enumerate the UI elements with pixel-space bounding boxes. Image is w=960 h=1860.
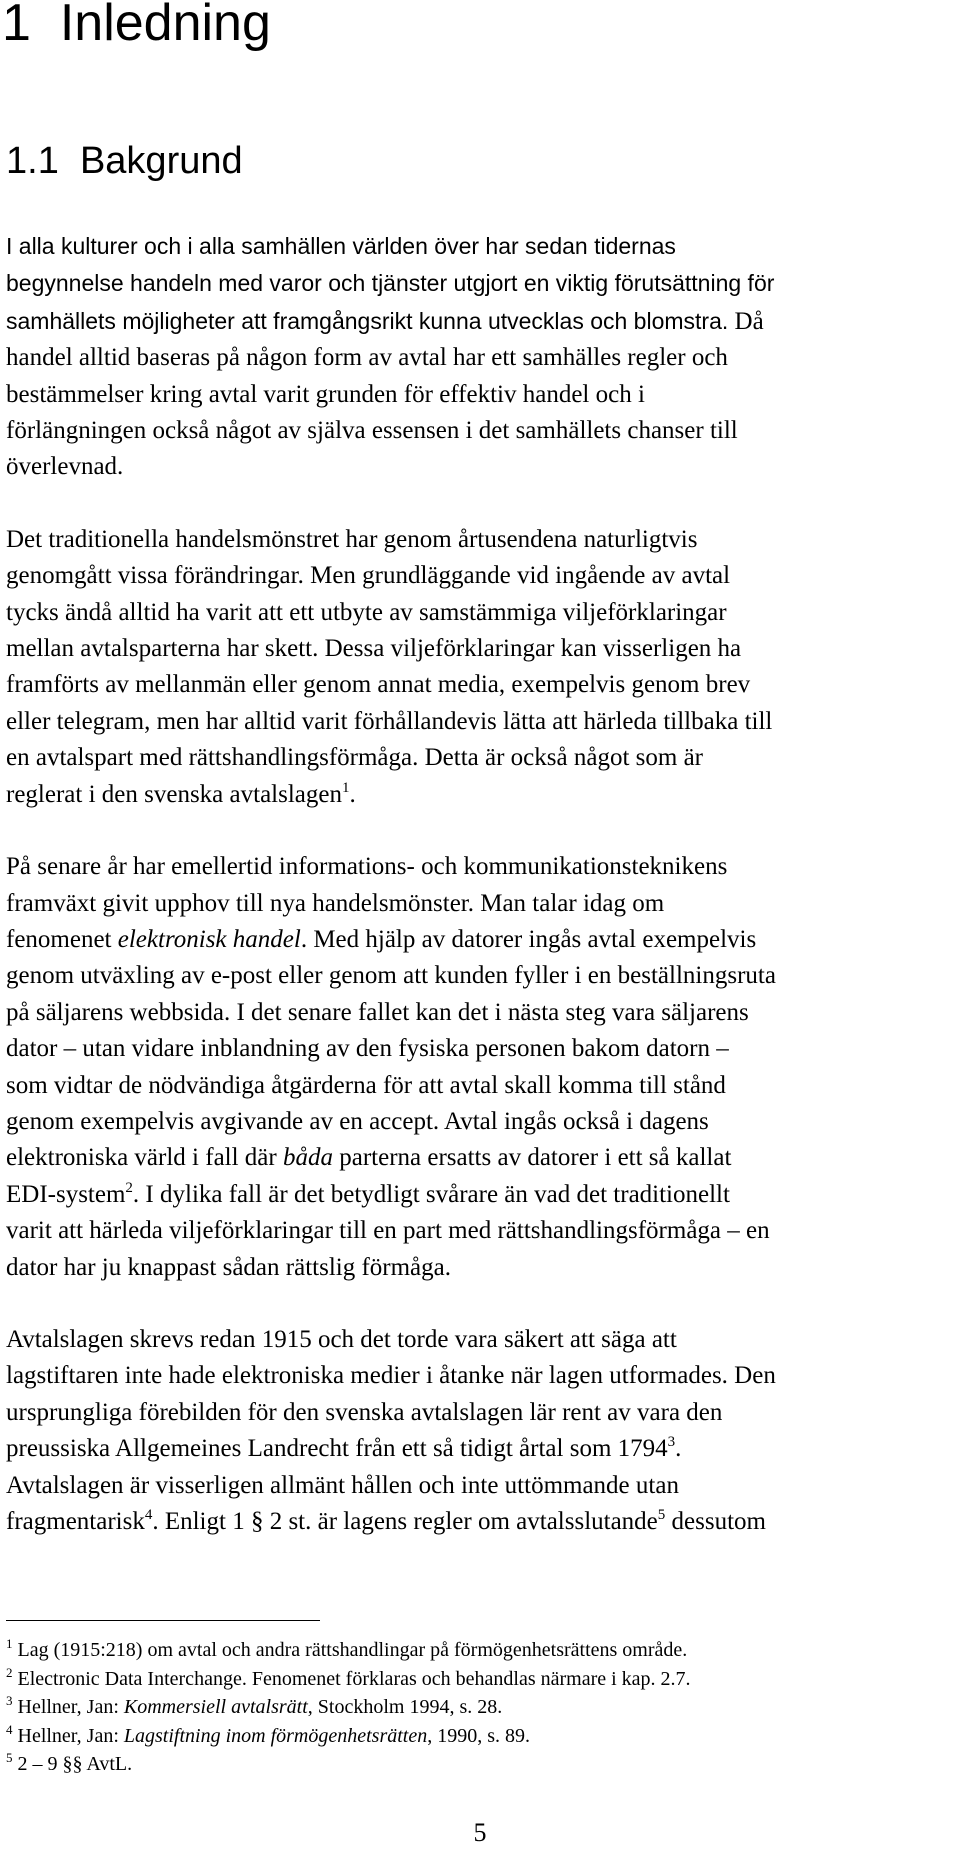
chapter-number: 1 [2, 0, 31, 52]
paragraph-line: Avtalslagen är visserligen allmänt hållen och inte uttömmande utan [6, 1471, 679, 1499]
paragraph-line: genom exempelvis avgivande av en accept. Avtal ingås också i dagens [6, 1107, 709, 1135]
line-text: dessutom [665, 1508, 766, 1535]
footnote-number: 5 [6, 1750, 13, 1766]
chapter-heading [2, 0, 271, 54]
footnote [6, 1750, 946, 1779]
paragraph-line: I alla kulturer och i alla samhällen världen över har sedan tidernas [6, 233, 676, 259]
footnote-text: , 1990, s. 89. [427, 1724, 531, 1747]
line-text: elektroniska värld i fall där [6, 1144, 283, 1172]
footnote-ref[interactable]: 5 [657, 1507, 666, 1523]
paragraph-line: genom utväxling av e-post eller genom att kunden fyller i en beställningsruta [6, 962, 776, 990]
paragraph-line: dator – utan vidare inblandning av den fysiska personen bakom datorn – [6, 1035, 729, 1063]
footnote-number: 1 [6, 1636, 13, 1651]
footnote-ref[interactable]: 2 [125, 1179, 133, 1196]
paragraph-line [6, 1435, 681, 1462]
body-text [6, 228, 954, 1576]
paragraph-line: begynnelse handeln med varor och tjänster utgjort en viktig förutsättning för [6, 270, 775, 297]
paragraph-line: eller telegram, men har alltid varit förhållandevis lätta att härleda tillbaka till [6, 707, 773, 735]
line-text: reglerat i den svenska avtalslagen [6, 780, 342, 808]
footnote-number: 4 [6, 1721, 13, 1737]
paragraph-line: På senare år har emellertid informations- och kommunikationsteknikens [6, 853, 728, 881]
footnotes [6, 1636, 946, 1779]
line-text: . Enligt 1 § 2 st. är lagens regler om avtalsslutande [152, 1508, 658, 1535]
paragraph-line: framförts av mellanmän eller genom annat media, exempelvis genom brev [6, 671, 751, 699]
line-text: EDI-system [6, 1180, 126, 1208]
footnote-text: Hellner, Jan: [17, 1724, 124, 1747]
paragraph-line: varit att härleda viljeförklaringar till en part med rättshandlingsförmåga – en [6, 1217, 770, 1245]
line-text: fragmentarisk [6, 1508, 145, 1535]
paragraph-line: dator har ju knappast sådan rättslig förmåga. [6, 1253, 451, 1281]
footnote [6, 1722, 946, 1751]
line-text: . [349, 780, 356, 808]
line-text: . Med hjälp av datorer ingås avtal exempelvis [300, 925, 757, 953]
paragraph-line: ursprungliga förebilden för den svenska avtalslagen lär rent av vara den [6, 1398, 723, 1426]
line-text: preussiska Allgemeines Landrecht från ett så tidigt årtal som 1794 [6, 1435, 668, 1463]
footnote-ref[interactable]: 1 [341, 779, 350, 796]
footnote-text: Electronic Data Interchange. Fenomenet förklaras och behandlas närmare i kap. 2.7. [17, 1667, 691, 1690]
footnote-text: 2 – 9 §§ AvtL. [17, 1753, 133, 1776]
footnote-text: Hellner, Jan: [17, 1696, 124, 1719]
paragraph-line [6, 926, 756, 953]
footnote [6, 1665, 946, 1694]
paragraph-line [6, 1181, 730, 1208]
paragraph-line: en avtalspart med rättshandlingsförmåga. Detta är också något som är [6, 744, 703, 772]
footnote [6, 1693, 946, 1722]
paragraph-line [6, 1508, 766, 1535]
footnote-number: 2 [6, 1664, 13, 1680]
footnote-text: Lag (1915:218) om avtal och andra rättshandlingar på förmögenhetsrättens område. [17, 1639, 688, 1661]
line-text: fenomenet [6, 925, 118, 953]
paragraph-line: förlängningen också något av själva essensen i det samhällets chanser till [6, 417, 738, 445]
paragraph-line: handel alltid baseras på någon form av avtal har ett samhälles regler och [6, 344, 728, 372]
footnote-title: Kommersiell avtalsrätt [123, 1696, 308, 1719]
paragraph-line: bestämmelser kring avtal varit grunden för effektiv handel och i [6, 380, 645, 408]
paragraph-line: mellan avtalsparterna har skett. Dessa viljeförklaringar kan visserligen ha [6, 635, 742, 663]
paragraph-line: lagstiftaren inte hade elektroniska medier i åtanke när lagen utformades. Den [6, 1362, 776, 1390]
section-heading [6, 138, 243, 184]
paragraph-line: Då [728, 307, 764, 335]
chapter-title: Inledning [59, 0, 271, 52]
paragraph-line: tycks ändå alltid ha varit att ett utbyte av samstämmiga viljeförklaringar [6, 598, 727, 626]
line-text: parterna ersatts av datorer i ett så kallat [332, 1144, 732, 1172]
footnote-text: , Stockholm 1994, s. 28. [307, 1696, 503, 1719]
footnote-number: 3 [6, 1693, 13, 1709]
footnote-title: Lagstiftning inom förmögenhetsrätten [123, 1724, 428, 1747]
paragraph-1 [6, 228, 954, 486]
paragraph-line: som vidtar de nödvändiga åtgärderna för att avtal skall komma till stånd [6, 1071, 726, 1099]
paragraph-line [6, 781, 356, 808]
paragraph-line: Det traditionella handelsmönstret har genom årtusendena naturligtvis [6, 525, 698, 553]
paragraph-line: samhällets möjligheter att framgångsrikt kunna utvecklas och blomstra. [6, 307, 729, 334]
paragraph-line: framväxt givit upphov till nya handelsmönster. Man talar idag om [6, 889, 665, 917]
footnote-ref[interactable]: 4 [144, 1507, 153, 1523]
footnote-ref[interactable]: 3 [667, 1434, 676, 1451]
line-text: . [675, 1435, 682, 1463]
section-number: 1.1 [6, 140, 59, 182]
page-number: 5 [473, 1818, 487, 1847]
section-title: Bakgrund [79, 140, 243, 182]
paragraph-3 [6, 849, 954, 1286]
line-text: . I dylika fall är det betydligt svårare än vad det traditionellt [132, 1180, 730, 1208]
footnote-separator [6, 1620, 320, 1621]
paragraph-2 [6, 522, 954, 813]
footnote [6, 1636, 946, 1665]
paragraph-line: på säljarens webbsida. I det senare fallet kan det i nästa steg vara säljarens [6, 998, 749, 1026]
emphasis-text: elektronisk handel [117, 925, 301, 953]
paragraph-line [6, 1144, 731, 1171]
paragraph-4 [6, 1322, 954, 1540]
emphasis-text: båda [282, 1144, 333, 1172]
paragraph-line: genomgått vissa förändringar. Men grundläggande vid ingående av avtal [6, 562, 731, 590]
paragraph-line: Avtalslagen skrevs redan 1915 och det torde vara säkert att säga att [6, 1325, 677, 1353]
paragraph-line: överlevnad. [6, 453, 124, 481]
